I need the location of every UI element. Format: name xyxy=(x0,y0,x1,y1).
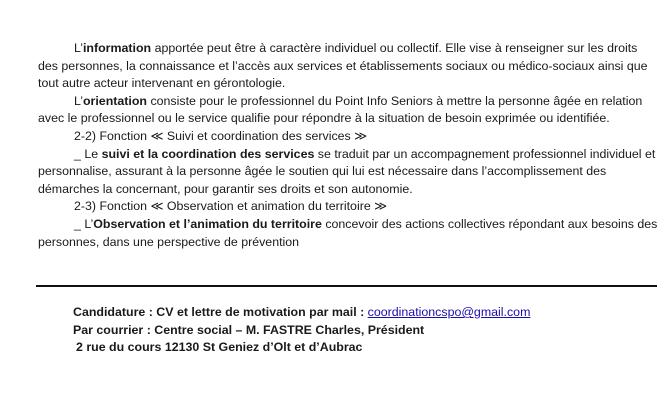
email-link[interactable]: coordinationcspo@gmail.com xyxy=(367,305,531,319)
paragraph-suivi xyxy=(38,146,658,199)
suivi-term: suivi et la coordination des services xyxy=(101,146,315,161)
document-body xyxy=(38,40,658,251)
section-heading-2-3: 2-3) Fonction ≪ Observation et animation du territoire ≫ xyxy=(74,199,388,214)
address-line: 2 rue du cours 12130 St Geniez d’Olt et d’Aubrac xyxy=(76,340,363,355)
information-term: information xyxy=(82,41,152,55)
suivi-text: se traduit par un accompagnement professionnel individuel et personnalise, assurant à la personne âgée le soutien qui lui est nécessaire dans l’accomplissement des démarches la concernant, pour garantir ses droits et son autonomie. xyxy=(38,146,656,196)
observation-prefix: _ L’ xyxy=(74,216,94,231)
paragraph-information xyxy=(38,40,658,93)
candidature-label: Candidature : CV et lettre de motivation par mail : xyxy=(73,305,368,319)
information-text: apportée peut être à caractère individuel ou collectif. Elle vise à renseigner sur les droits des personnes, la connaissance et l’accès aux services et établissements sociaux ou médico-sociaux ainsi que tout autre acteur intervenant en gérontologie. xyxy=(38,41,648,91)
orientation-term: orientation xyxy=(82,93,147,108)
orientation-text: consiste pour le professionnel du Point Info Seniors à mettre la personne âgée en relation avec le professionnel ou le service qualifie pour répondre à la situation de besoin exprimée ou identifiée. xyxy=(38,93,643,126)
information-prefix: L’ xyxy=(74,41,83,55)
horizontal-divider xyxy=(36,285,657,287)
contact-block xyxy=(73,304,663,357)
observation-term: Observation et l’animation du territoire xyxy=(93,216,322,231)
candidature-line xyxy=(73,304,663,322)
observation-text: concevoir des actions collectives répondant aux besoins des personnes, dans une perspective de prévention xyxy=(38,216,658,249)
orientation-prefix: L’ xyxy=(74,93,83,108)
courrier-line: Par courrier : Centre social – M. FASTRE Charles, Président xyxy=(73,322,425,337)
paragraph-orientation xyxy=(38,93,658,128)
suivi-prefix: _ Le xyxy=(74,146,102,161)
paragraph-observation xyxy=(38,216,658,251)
section-heading-2-2: 2-2) Fonction ≪ Suivi et coordination des services ≫ xyxy=(74,128,368,143)
